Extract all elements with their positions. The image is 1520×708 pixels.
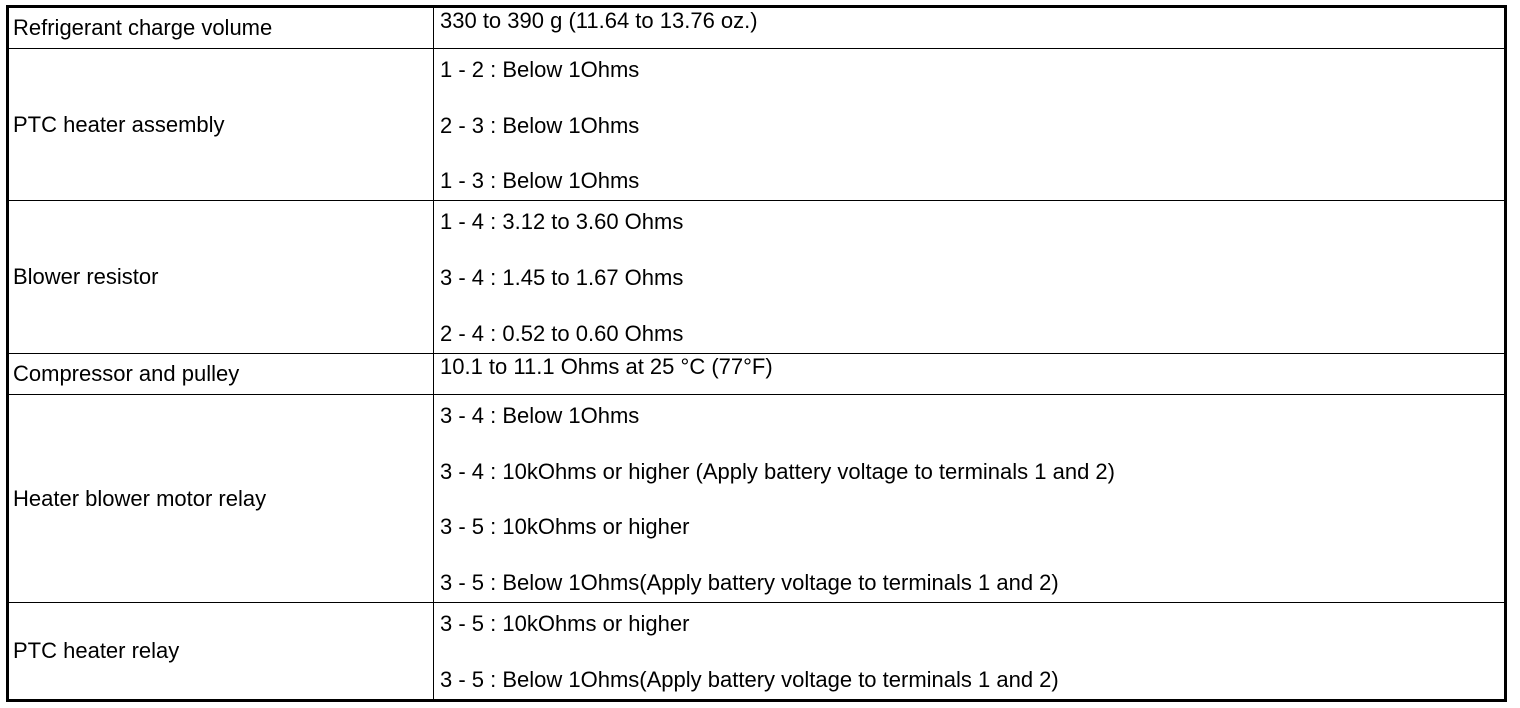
component-name: PTC heater assembly: [8, 49, 434, 201]
spec-values: [434, 354, 1506, 395]
spec-value: 2 - 3 : Below 1Ohms: [440, 112, 640, 138]
table-row: [8, 603, 1506, 701]
table-row: [8, 7, 1506, 49]
spec-values: [434, 201, 1506, 354]
component-name: Refrigerant charge volume: [8, 7, 434, 49]
component-name: PTC heater relay: [8, 603, 434, 701]
table-row: [8, 201, 1506, 354]
spec-value: 3 - 4 : Below 1Ohms: [440, 403, 640, 428]
table-row: [8, 49, 1506, 201]
spec-value: 3 - 4 : 1.45 to 1.67 Ohms: [440, 265, 684, 290]
component-name: Compressor and pulley: [8, 354, 434, 395]
spec-values: [434, 7, 1506, 49]
spec-value: 10.1 to 11.1 Ohms at 25 °C (77°F): [440, 354, 773, 379]
spec-value: 3 - 5 : Below 1Ohms(Apply battery voltage to terminals 1 and 2): [440, 569, 1059, 595]
spec-value: 3 - 5 : 10kOhms or higher: [440, 514, 690, 540]
spec-values: [434, 395, 1506, 603]
spec-value: 2 - 4 : 0.52 to 0.60 Ohms: [440, 321, 684, 346]
spec-value: 1 - 4 : 3.12 to 3.60 Ohms: [440, 209, 684, 234]
spec-values: [434, 49, 1506, 201]
spec-value: 3 - 5 : 10kOhms or higher: [440, 611, 690, 636]
spec-values: [434, 603, 1506, 701]
component-name: Heater blower motor relay: [8, 395, 434, 603]
spec-table: [6, 5, 1507, 702]
spec-value: 1 - 2 : Below 1Ohms: [440, 57, 640, 82]
spec-value: 3 - 4 : 10kOhms or higher (Apply battery voltage to terminals 1 and 2): [440, 458, 1115, 484]
spec-value: 1 - 3 : Below 1Ohms: [440, 168, 640, 193]
spec-value: 3 - 5 : Below 1Ohms(Apply battery voltage to terminals 1 and 2): [440, 667, 1059, 692]
table-row: [8, 354, 1506, 395]
spec-value: 330 to 390 g (11.64 to 13.76 oz.): [440, 8, 758, 33]
component-name: Blower resistor: [8, 201, 434, 354]
table-row: [8, 395, 1506, 603]
